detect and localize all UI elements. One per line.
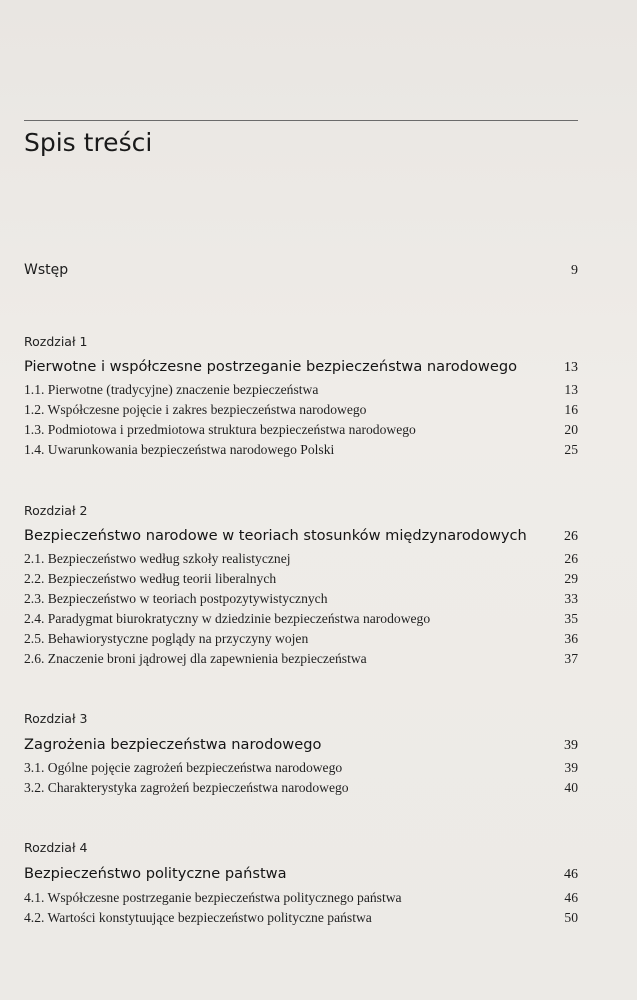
entry-title: 2.2. Bezpieczeństwo według teorii liberalnych [24, 571, 277, 586]
chapter-label: Rozdział 3 [24, 711, 88, 726]
entry-page: 13 [564, 360, 578, 375]
entry-page: 33 [564, 591, 578, 606]
entry-title: 2.1. Bezpieczeństwo według szkoły realistycznej [24, 551, 291, 566]
entry-title: 2.3. Bezpieczeństwo w teoriach postpozytywistycznych [24, 591, 328, 606]
chapter-label: Rozdział 4 [24, 840, 88, 855]
entry-title: 3.1. Ogólne pojęcie zagrożeń bezpieczeństwa narodowego [24, 760, 343, 775]
page-title: Spis treści [24, 128, 153, 157]
entry-title: Bezpieczeństwo narodowe w teoriach stosunków międzynarodowych [24, 527, 527, 544]
entry-page: 40 [564, 780, 578, 795]
toc-entry-section[interactable] [24, 631, 578, 647]
entry-title: 4.2. Wartości konstytuujące bezpieczeństwo polityczne państwa [24, 910, 372, 925]
chapter-label: Rozdział 1 [24, 334, 88, 349]
entry-page: 36 [564, 631, 578, 646]
entry-page: 26 [564, 551, 578, 566]
entry-title: 3.2. Charakterystyka zagrożeń bezpieczeństwa narodowego [24, 780, 349, 795]
entry-title: Wstęp [24, 262, 69, 278]
entry-page: 20 [564, 422, 578, 437]
toc-entry-chapter[interactable] [24, 527, 578, 545]
entry-title: 2.6. Znaczenie broni jądrowej dla zapewnienia bezpieczeństwa [24, 651, 367, 666]
toc-entry-section[interactable] [24, 591, 578, 607]
entry-title: 1.1. Pierwotne (tradycyjne) znaczenie bezpieczeństwa [24, 382, 319, 397]
toc-entry-section[interactable] [24, 780, 578, 796]
toc-entry-section[interactable] [24, 890, 578, 906]
chapter-label: Rozdział 2 [24, 503, 88, 518]
entry-page: 46 [564, 890, 578, 905]
toc-entry-chapter[interactable] [24, 358, 578, 376]
toc-entry-section[interactable] [24, 442, 578, 458]
entry-title: 2.4. Paradygmat biurokratyczny w dziedzinie bezpieczeństwa narodowego [24, 611, 431, 626]
toc-entry-section[interactable] [24, 910, 578, 926]
entry-title: 4.1. Współczesne postrzeganie bezpieczeństwa politycznego państwa [24, 890, 402, 905]
entry-page: 16 [564, 402, 578, 417]
toc-entry-chapter[interactable] [24, 736, 578, 754]
entry-page: 9 [571, 263, 578, 278]
entry-title: Pierwotne i współczesne postrzeganie bezpieczeństwa narodowego [24, 358, 518, 375]
entry-page: 13 [564, 382, 578, 397]
entry-page: 39 [564, 760, 578, 775]
entry-title: 1.2. Współczesne pojęcie i zakres bezpieczeństwa narodowego [24, 402, 367, 417]
entry-title: Zagrożenia bezpieczeństwa narodowego [24, 736, 322, 753]
toc-entry-section[interactable] [24, 422, 578, 438]
entry-page: 29 [564, 571, 578, 586]
entry-title: 1.4. Uwarunkowania bezpieczeństwa narodowego Polski [24, 442, 335, 457]
toc-entry-section[interactable] [24, 571, 578, 587]
entry-title: Bezpieczeństwo polityczne państwa [24, 865, 287, 882]
toc-entry-chapter[interactable] [24, 865, 578, 883]
toc-entry-section[interactable] [24, 402, 578, 418]
entry-title: 2.5. Behawiorystyczne poglądy na przyczyny wojen [24, 631, 309, 646]
entry-page: 39 [564, 738, 578, 753]
toc-entry-section[interactable] [24, 760, 578, 776]
toc-entry-section[interactable] [24, 382, 578, 398]
entry-page: 35 [564, 611, 578, 626]
toc-entry-section[interactable] [24, 551, 578, 567]
top-rule [24, 120, 578, 121]
toc-entry-intro[interactable] [24, 262, 578, 279]
entry-page: 26 [564, 529, 578, 544]
toc-entry-section[interactable] [24, 611, 578, 627]
entry-page: 25 [564, 442, 578, 457]
entry-page: 46 [564, 867, 578, 882]
entry-page: 37 [564, 651, 578, 666]
entry-page: 50 [564, 910, 578, 925]
entry-title: 1.3. Podmiotowa i przedmiotowa struktura bezpieczeństwa narodowego [24, 422, 416, 437]
toc-entry-section[interactable] [24, 651, 578, 667]
